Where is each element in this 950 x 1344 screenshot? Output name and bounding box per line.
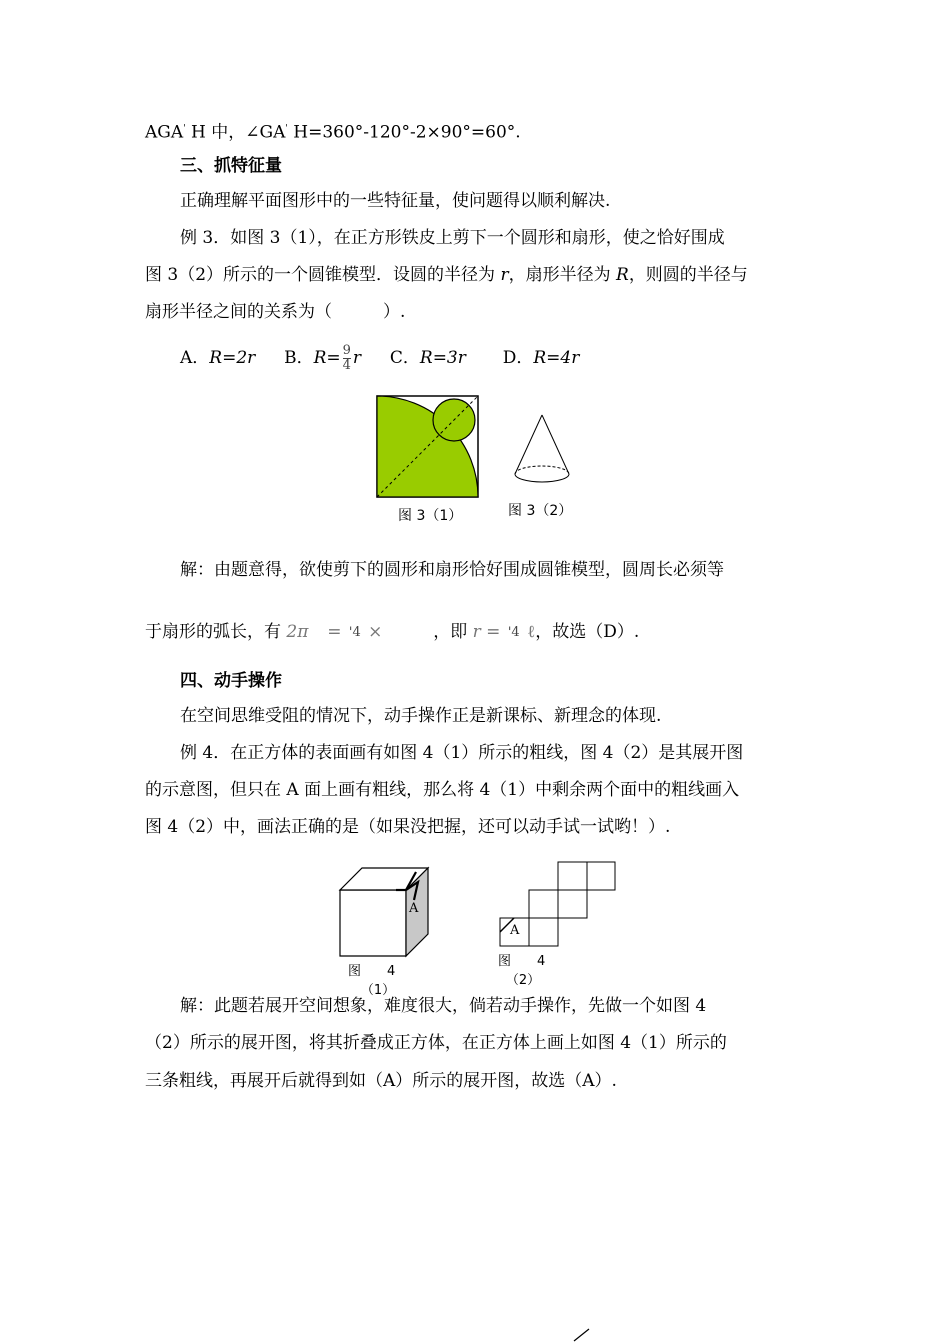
figure-4-1-cube [336,864,436,959]
choice-b: B．$R= \frac{9}{4}$ r [284,343,362,373]
figure-3-1-caption: 图 3（1） [398,508,463,524]
section4-heading: 四、动手操作 [180,671,282,691]
figure-4-2-caption: 图 4 （2） [498,954,546,988]
solution4-line2: （2）所示的展开图，将其折叠成正方体，在正方体上画上如图 4（1）所示的 [145,1033,727,1053]
figure-3-1-square [374,394,482,500]
section3-intro: 正确理解平面图形中的一些特征量，使问题得以顺利解决. [180,191,611,211]
net-face-label: A [510,923,520,938]
figure-4-1-caption: 图 4 （1） [348,964,396,998]
stray-mark [572,1326,592,1342]
example3-choices [180,340,579,376]
choice-d: D．R=4r [502,348,580,368]
fraction-eq1: '4 [348,624,361,640]
section4-intro: 在空间思维受阻的情况下，动手操作正是新课标、新理念的体现. [180,706,662,726]
cube-front-face [340,890,406,956]
fraction-eq2: '4 [507,624,520,640]
example4-line2: 的示意图，但只在 A 面上画有粗线，那么将 4（1）中剩余两个面中的粗线画入 [145,780,740,800]
example3-line2: 图 3（2）所示的一个圆锥模型．设圆的半径为 r，扇形半径为 R，则圆的半径与 [145,265,748,285]
figure-3-2-caption: 图 3（2） [508,503,573,519]
choice-a: A．R=2r [180,348,256,368]
figure-3-2-cone [510,412,574,488]
cube-face-label: A [409,901,419,916]
solution3-line1: 解：由题意得，欲使剪下的圆形和扇形恰好围成圆锥模型，圆周长必须等 [180,560,724,580]
solution4-line1: 解：此题若展开空间想象，难度很大，倘若动手操作，先做一个如图 4 [180,996,707,1016]
example4-line3: 图 4（2）中，画法正确的是（如果没把握，还可以动手试一试哟！）. [145,817,671,837]
example4-line1: 例 4．在正方体的表面画有如图 4（1）所示的粗线，图 4（2）是其展开图 [180,743,744,763]
solution3-line2: 于扇形的弧长，有 2π = '4 × ，即 r = '4 ℓ，故选（D）. [145,622,640,642]
solution4-line3: 三条粗线，再展开后就得到如（A）所示的展开图，故选（A）. [145,1071,617,1091]
choice-c: C．R=3r [389,348,466,368]
example3-line1: 例 3．如图 3（1），在正方形铁皮上剪下一个圆形和扇形，使之恰好围成 [180,228,725,248]
example3-line3: 扇形半径之间的关系为（ ）. [145,302,406,322]
figure-4-2-net [496,858,618,950]
line-angle-calc: AGA' H 中，∠GA' H=360°-120°-2×90°=60°. [145,122,521,143]
section3-heading: 三、抓特征量 [180,156,282,176]
fraction-9-4: $\frac{9}{4}$ [342,343,351,373]
